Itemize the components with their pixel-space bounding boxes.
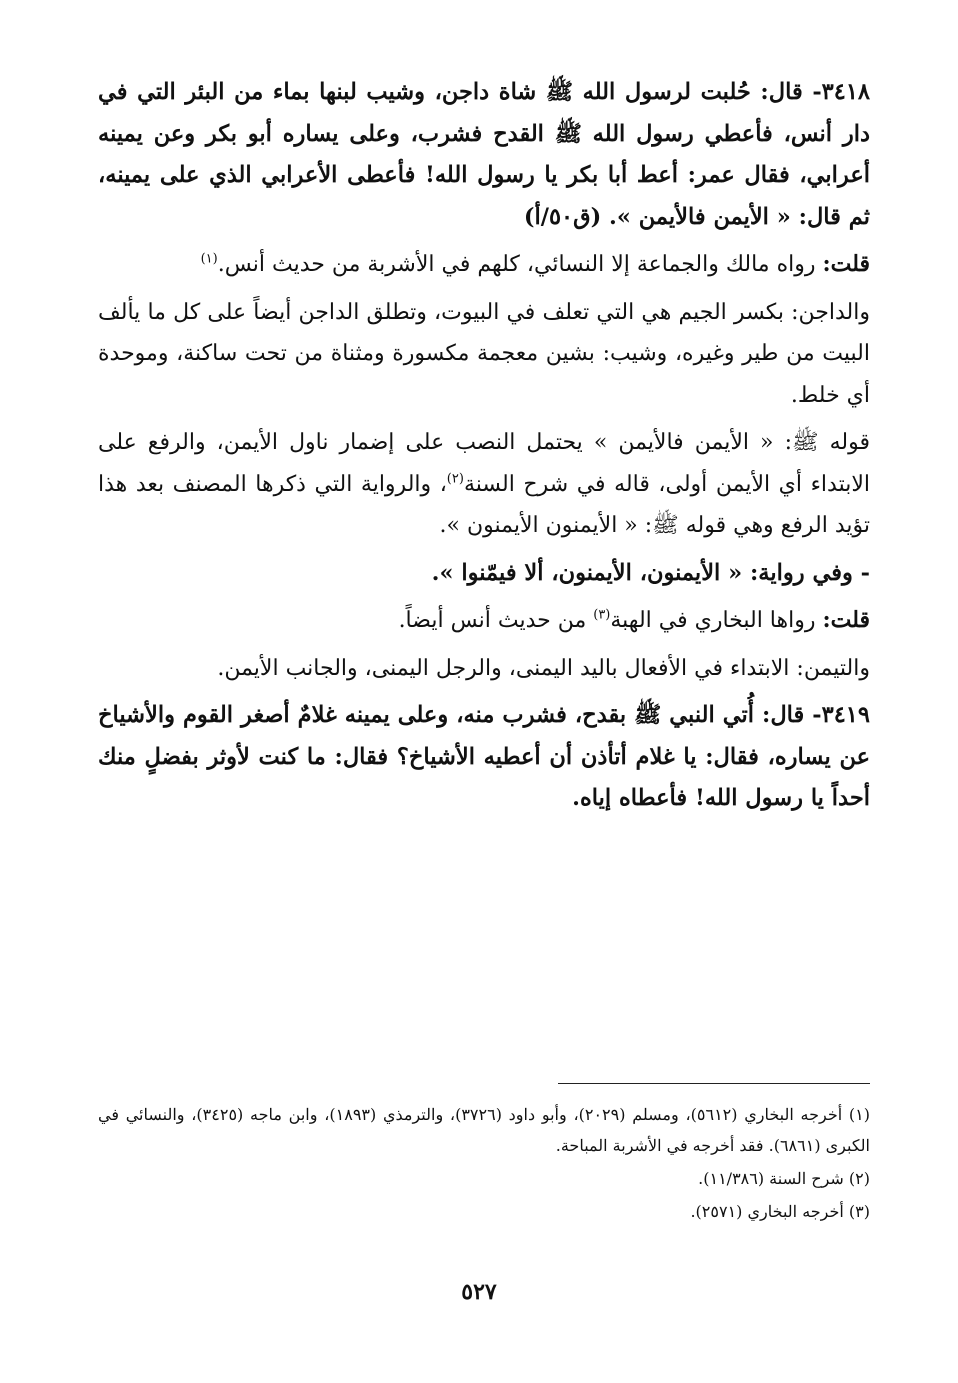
footnote-separator [558,1083,870,1084]
hadith-number: ٣٤١٩- [812,702,870,728]
hadith-text: قال: أُتي النبي ﷺ بقدح، فشرب منه، وعلى يمينه غلامٌ أصغر القوم والأشياخ عن يساره، فقال: يا غلام أتأذن أن أعطيه الأشياخ؟ فقال: ما كنت لأوثر بفضلٍ منك أحداً يا رسول الله! فأعطاه إياه. [98,702,870,811]
explanation-paragraph: والداجن: بكسر الجيم هي التي تعلف في البيوت، وتطلق الداجن أيضاً على كل ما يألف البيت من طير وغيره، وشيب: بشين معجمة مكسورة ومثناة من تحت ساكنة، وموحدة أي خلط. [98,299,870,408]
hadith-3418 [98,72,870,238]
explanation-paragraph: قوله ﷺ: « الأيمن فالأيمن » يحتمل النصب على إضمار ناول الأيمن، والرفع على الابتداء أي الأيمن أولى، قاله في شرح السنة$^{(٢)}$، والرواية التي ذكرها المصنف بعد هذا تؤيد الرفع وهي قوله ﷺ: « الأيمنون الأيمنون ». [98,430,870,538]
footnote-ref: (١) [200,251,218,267]
main-text [98,72,870,826]
footnotes [98,1099,870,1229]
comment-text: رواه مالك والجماعة إلا النسائي، كلهم في الأشربة من حديث أنس. [217,252,823,277]
comment-label: قلت: [822,251,870,277]
footnote-item: (٣) أخرجه البخاري (٢٥٧١). [690,1202,870,1221]
page-number: ٥٢٧ [461,1279,497,1305]
footnote-ref: (٢) [446,471,464,487]
comment-paragraph [98,244,870,286]
riwaya-line: - وفي رواية: « الأيمنون، الأيمنون، ألا فيمّنوا ». [431,559,870,586]
comment-label: قلت: [822,607,870,633]
hadith-number: ٣٤١٨- [812,79,870,105]
footnote-item: (٢) شرح السنة (١١/٣٨٦). [698,1169,870,1188]
hadith-text: قال: حُلبت لرسول الله ﷺ شاة داجن، وشيب لبنها بماء من البئر التي في دار أنس، فأعطي رسول الله ﷺ القدح فشرب، وعلى يساره أبو بكر وعن يمينه أعرابي، فقال عمر: أعط أبا بكر يا رسول الله! فأعطى الأعرابي الذي على يمينه، ثم قال: « الأيمن فالأيمن ». (ق٥٠/أ) [98,79,870,230]
hadith-3419 [98,695,870,820]
comment-paragraph: قلت: رواها البخاري في الهبة$^{(٣)}$ من حديث أنس أيضاً. [398,607,870,633]
footnote-ref: (٣) [593,607,611,623]
footnote-item: (١) أخرجه البخاري (٥٦١٢)، ومسلم (٢٠٢٩)، وأبو داود (٣٧٢٦)، والترمذي (١٨٩٣)، وابن ماجه (٣٤٢٥)، والنسائي في الكبرى (٦٨٦١). فقد أخرجه في الأشربة المباحة. [98,1105,871,1155]
explanation-paragraph: والتيمن: الابتداء في الأفعال باليد اليمنى، والرجل اليمنى، والجانب الأيمن. [217,655,870,681]
